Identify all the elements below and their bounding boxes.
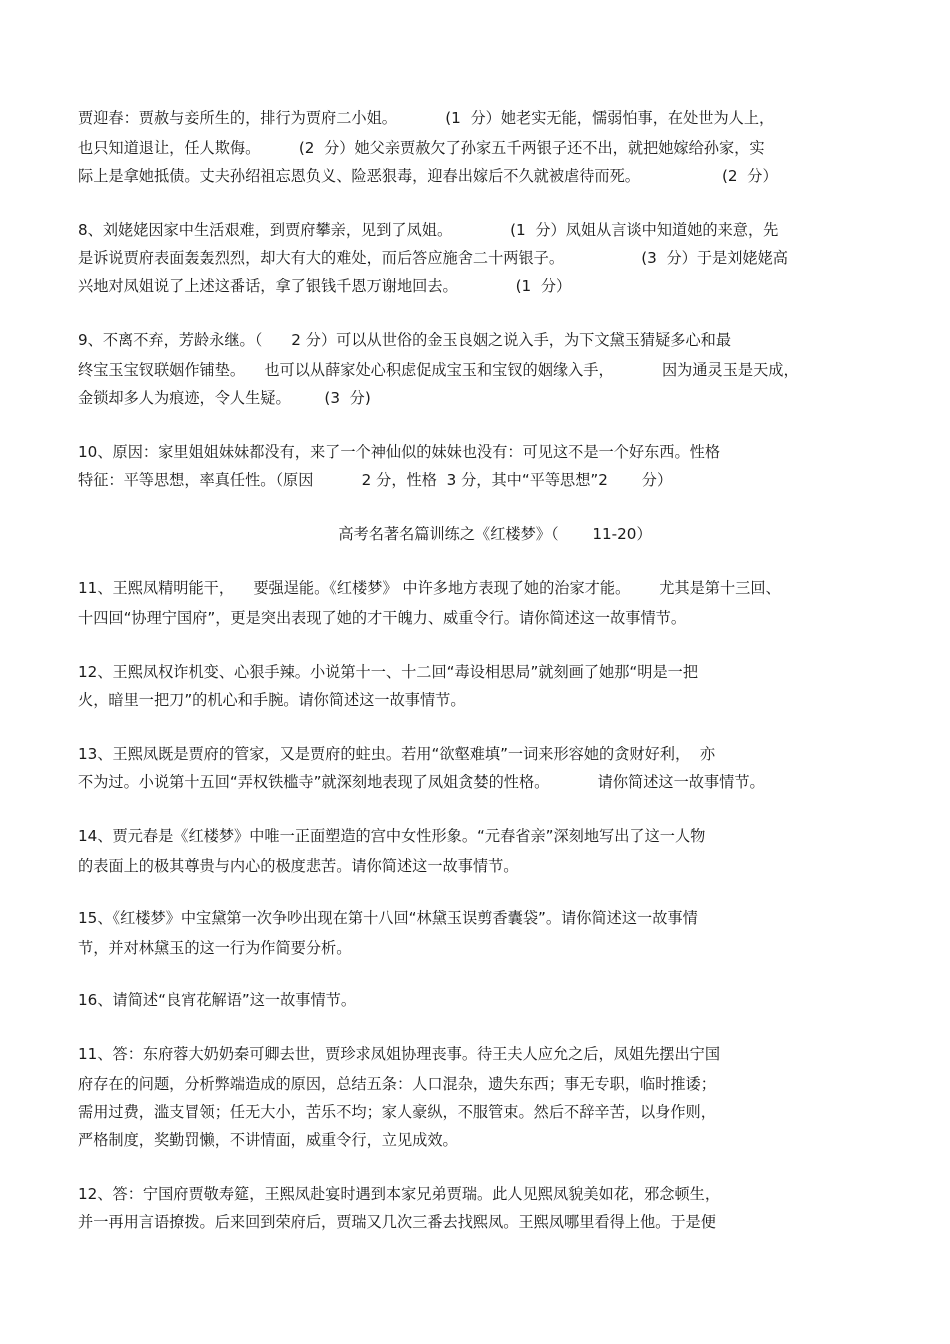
text-line: 16、请简述“良宵花解语”这一故事情节。 [78, 991, 357, 1009]
text-line: 际上是拿她抵债。丈夫孙绍祖忘恩负义、险恶狠毒，迎春出嫁后不久就被虐待而死。 (2 分） [78, 167, 778, 185]
text-line: 严格制度，奖勤罚懒，不讲情面，威重令行，立见成效。 [78, 1131, 458, 1149]
text-line: 12、王熙凤权诈机变、心狠手辣。小说第十一、十二回“毒设相思局”就刻画了她那“明是一把 [78, 663, 699, 681]
text-line: 府存在的问题，分析弊端造成的原因，总结五条：人口混杂，遗失东西；事无专职，临时推诿； [78, 1075, 716, 1093]
section-heading: 高考名著名篇训练之《红楼梦》（ 11-20） [338, 525, 652, 543]
text-line: 15、《红楼梦》中宝黛第一次争吵出现在第十八回“林黛玉误剪香囊袋”。请你简述这一故事情 [78, 909, 698, 927]
text-line: 终宝玉宝钗联姻作铺垫。 也可以从薛家处心积虑促成宝玉和宝钗的姻缘入手， 因为通灵玉是天成， [78, 361, 799, 379]
text-line: 13、王熙凤既是贾府的管家，又是贾府的蛀虫。若用“欲壑难填”一词来形容她的贪财好利， 亦 [78, 745, 716, 763]
text-line: 也只知道退让，任人欺侮。 (2 分）她父亲贾赦欠了孙家五千两银子还不出，就把她嫁给孙家，实 [78, 139, 765, 157]
text-line: 十四回“协理宁国府”，更是突出表现了她的才干魄力、威重令行。请你简述这一故事情节。 [78, 609, 687, 627]
text-line: 节，并对林黛玉的这一行为作简要分析。 [78, 939, 352, 957]
text-line: 需用过费，滥支冒领；任无大小，苦乐不均；家人豪纵，不服管束。然后不辞辛苦，以身作则， [78, 1103, 716, 1121]
text-line: 8、刘姥姥因家中生活艰难，到贾府攀亲，见到了凤姐。 (1 分）凤姐从言谈中知道她的来意，先 [78, 221, 779, 239]
text-line: 11、答：东府蓉大奶奶秦可卿去世，贾珍求凤姐协理丧事。待王夫人应允之后，凤姐先摆出宁国 [78, 1045, 721, 1063]
text-line: 特征：平等思想，率真任性。（原因 2 分，性格 3 分，其中“平等思想”2 分） [78, 471, 673, 489]
text-line: 的表面上的极其尊贵与内心的极度悲苦。请你简述这一故事情节。 [78, 857, 519, 875]
text-line: 是诉说贾府表面轰轰烈烈，却大有大的难处，而后答应施舍二十两银子。 (3 分）于是刘姥姥高 [78, 249, 788, 267]
text-line: 贾迎春：贾赦与妾所生的，排行为贾府二小姐。 (1 分）她老实无能，懦弱怕事，在处世为人上， [78, 109, 775, 127]
text-line: 不为过。小说第十五回“弄权铁槛寺”就深刻地表现了凤姐贪婪的性格。 请你简述这一故事情节。 [78, 773, 765, 791]
text-line: 12、答：宁国府贾敬寿筵，王熙凤赴宴时遇到本家兄弟贾瑞。此人见熙凤貌美如花，邪念顿生， [78, 1185, 721, 1203]
text-line: 金锁却多人为痕迹，令人生疑。 (3 分) [78, 389, 371, 407]
text-line: 14、贾元春是《红楼梦》中唯一正面塑造的宫中女性形象。“元春省亲”深刻地写出了这一人物 [78, 827, 706, 845]
text-line: 并一再用言语撩拨。后来回到荣府后，贾瑞又几次三番去找熙凤。王熙凤哪里看得上他。于是便 [78, 1213, 716, 1231]
text-line: 11、王熙凤精明能干， 要强逞能。《红楼梦》 中许多地方表现了她的治家才能。 尤其是第十三回、 [78, 579, 781, 597]
text-line: 10、原因：家里姐姐妹妹都没有，来了一个神仙似的妹妹也没有：可见这不是一个好东西。性格 [78, 443, 721, 461]
text-line: 火，暗里一把刀”的机心和手腕。请你简述这一故事情节。 [78, 691, 466, 709]
text-line: 兴地对凤姐说了上述这番话，拿了银钱千恩万谢地回去。 (1 分） [78, 277, 572, 295]
text-line: 9、不离不弃，芳龄永继。（ 2 分）可以从世俗的金玉良姻之说入手，为下文黛玉猜疑多心和最 [78, 331, 732, 349]
